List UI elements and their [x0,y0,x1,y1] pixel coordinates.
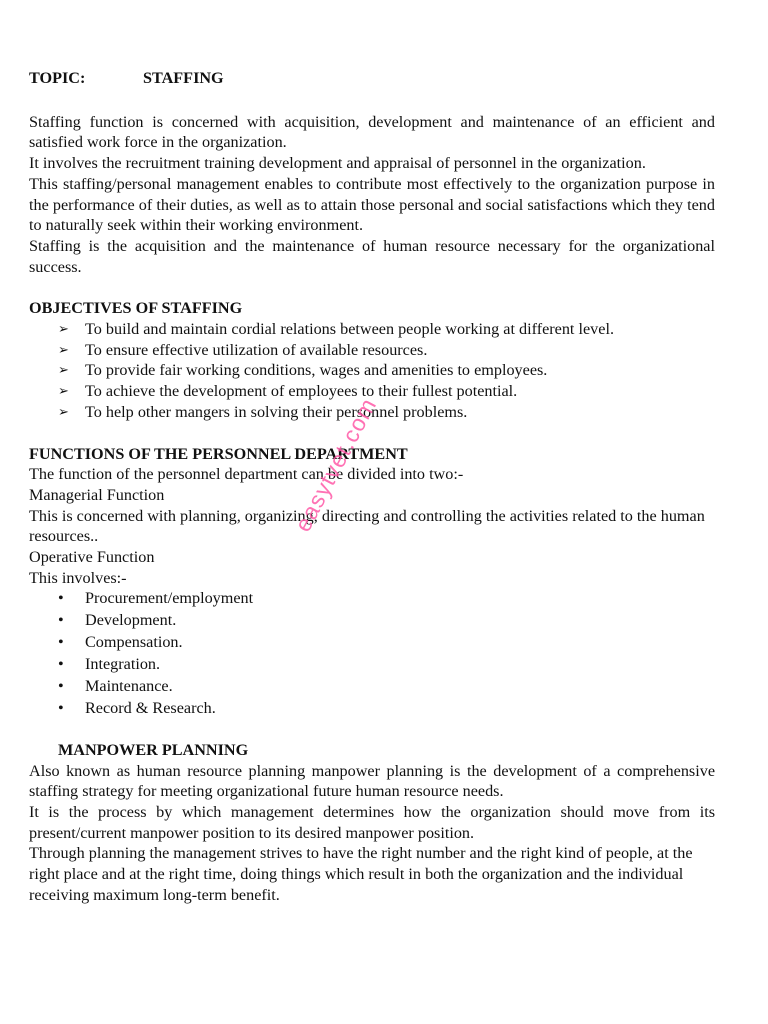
list-item: ➢ To ensure effective utilization of available resources. [58,340,428,359]
topic-value: STAFFING [143,69,224,87]
manpower-section [29,740,715,906]
arrow-bullet-icon: ➢ [58,362,69,378]
list-item: • Development. [29,610,715,632]
list-item: • Record & Research. [29,698,715,720]
list-item: ➢ To help other mangers in solving their personnel problems. [58,402,468,421]
managerial-title: Managerial Function [29,485,165,504]
bullet-dot-icon: • [58,655,64,674]
intro-paragraph: Staffing is the acquisition and the maintenance of human resource necessary for the organizational success. [29,236,715,276]
manpower-paragraph: It is the process by which management determines how the organization should move from its present/current manpower position to its desired manpower position. [29,803,715,842]
topic-label: TOPIC: [29,69,86,87]
watermark: easytvet.com [289,393,382,536]
intro-paragraph: It involves the recruitment training development and appraisal of personnel in the organization. [29,154,646,173]
intro-paragraph: This staffing/personal management enables to contribute most effectively to the organization purpose in the performance of their duties, as well as to attain those personal and social satisfactions which they tend to naturally seek within their working environment. [29,174,715,235]
functions-section [29,444,715,720]
bullet-dot-icon: • [58,589,64,608]
list-item: ➢ To build and maintain cordial relations between people working at different level. [58,320,614,339]
operative-title: Operative Function [29,548,155,567]
topic-line [29,68,715,89]
functions-intro: The function of the personnel department can be divided into two:- [29,465,464,484]
bullet-dot-icon: • [58,699,64,717]
arrow-bullet-icon: ➢ [58,321,69,337]
bullet-dot-icon: • [58,677,64,696]
managerial-text: This is concerned with planning, organizing, directing and controlling the activities related to the human resources.. [29,506,705,546]
list-item: • Maintenance. [29,676,715,698]
document-page [29,68,715,906]
arrow-bullet-icon: ➢ [58,341,69,357]
intro-paragraph: Staffing function is concerned with acquisition, development and maintenance of an efficient and satisfied work force in the organization. [29,112,715,152]
intro-section [29,112,715,278]
objectives-heading: OBJECTIVES OF STAFFING [29,299,243,318]
operative-intro: This involves:- [29,568,127,587]
list-item: • Compensation. [29,632,715,654]
list-item: ➢ To achieve the development of employees to their fullest potential. [58,382,518,401]
arrow-bullet-icon: ➢ [58,383,69,399]
list-item: ➢ To provide fair working conditions, wages and amenities to employees. [58,361,548,380]
arrow-bullet-icon: ➢ [58,403,69,419]
manpower-paragraph: Also known as human resource planning manpower planning is the development of a comprehensive staffing strategy for meeting organizational future human resource needs. [29,761,715,801]
functions-heading: FUNCTIONS OF THE PERSONNEL DEPARTMENT [29,444,408,463]
bullet-dot-icon: • [58,611,64,630]
manpower-paragraph: Through planning the management strives to have the right number and the right kind of people, at the right place and at the right time, doing things which result in both the organization and the individual receiving maximum long-term benefit. [29,844,693,904]
list-item: • Integration. [29,654,715,676]
list-item: • Procurement/employment [29,588,715,610]
bullet-dot-icon: • [58,633,64,652]
operative-list [29,588,715,719]
manpower-heading: MANPOWER PLANNING [58,740,249,759]
